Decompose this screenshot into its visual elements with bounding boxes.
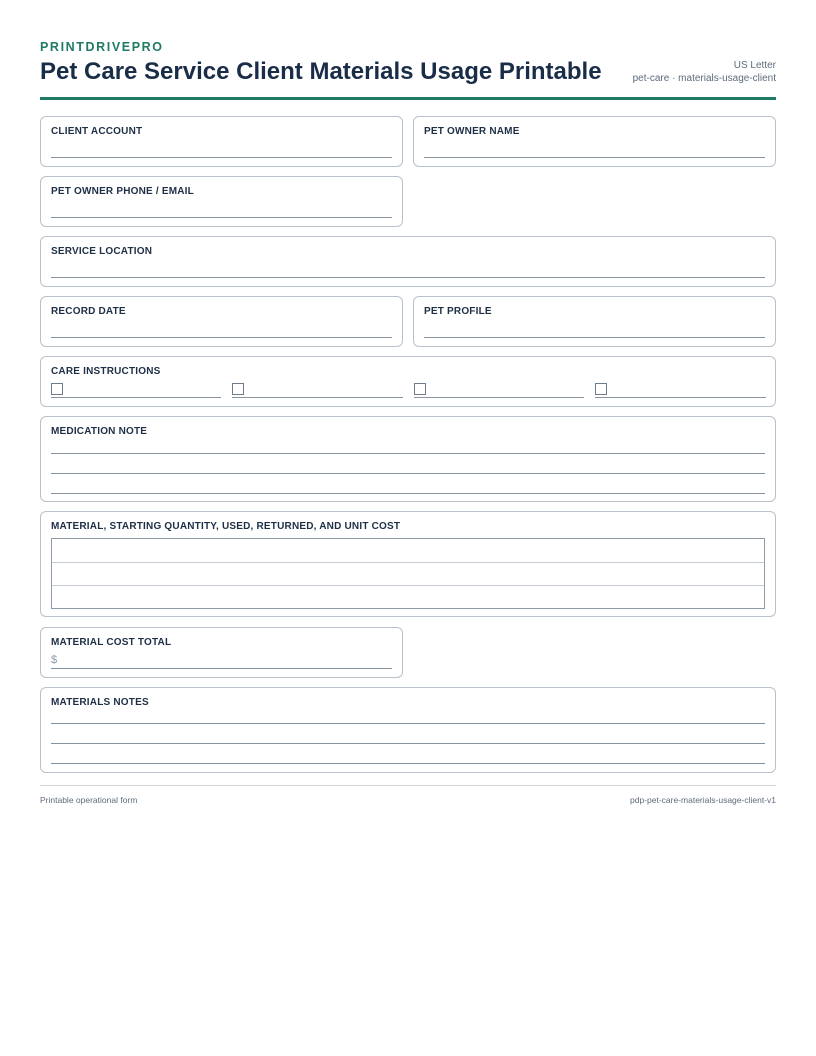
materials-table-section (40, 511, 776, 617)
care-instruction-option-4[interactable] (595, 383, 766, 399)
pet-profile-input-line[interactable] (424, 337, 765, 338)
medication-note-label: MEDICATION NOTE (51, 426, 148, 437)
record-date-field[interactable] (40, 296, 403, 347)
pet-owner-name-label: PET OWNER NAME (424, 126, 520, 137)
medication-note-field[interactable] (40, 416, 776, 502)
pet-owner-contact-field[interactable] (40, 176, 403, 227)
care-instruction-checkbox-2[interactable] (232, 383, 244, 395)
care-instruction-checkbox-4[interactable] (595, 383, 607, 395)
care-instructions-label: CARE INSTRUCTIONS (51, 366, 161, 377)
care-instruction-line-2[interactable] (232, 397, 403, 398)
record-date-label: RECORD DATE (51, 306, 126, 317)
pet-profile-label: PET PROFILE (424, 306, 492, 317)
materials-table-label: MATERIAL, STARTING QUANTITY, USED, RETURNED, AND UNIT COST (51, 521, 401, 532)
page-size-label: US Letter (733, 60, 776, 71)
materials-notes-label: MATERIALS NOTES (51, 697, 149, 708)
service-location-input-line[interactable] (51, 277, 765, 278)
care-instructions-field (40, 356, 776, 407)
care-instruction-line-1[interactable] (51, 397, 221, 398)
care-instruction-option-3[interactable] (414, 383, 584, 399)
service-location-field[interactable] (40, 236, 776, 287)
footer-form-id: pdp-pet-care-materials-usage-client-v1 (630, 795, 776, 805)
service-location-label: SERVICE LOCATION (51, 246, 153, 257)
pet-owner-name-input-line[interactable] (424, 157, 765, 158)
pet-owner-contact-label: PET OWNER PHONE / EMAIL (51, 186, 194, 197)
care-instruction-checkbox-1[interactable] (51, 383, 63, 395)
materials-notes-field[interactable] (40, 687, 776, 773)
medication-note-line-2[interactable] (51, 473, 765, 474)
page-title: Pet Care Service Client Materials Usage Printable (40, 58, 602, 85)
materials-notes-line-2[interactable] (51, 743, 765, 744)
table-row-divider (52, 562, 764, 563)
materials-notes-line-1[interactable] (51, 723, 765, 724)
care-instruction-line-3[interactable] (414, 397, 584, 398)
material-cost-total-input-line[interactable] (51, 668, 392, 669)
materials-notes-line-3[interactable] (51, 763, 765, 764)
material-cost-total-field[interactable] (40, 627, 403, 678)
template-slug: pet-care · materials-usage-client (632, 73, 776, 84)
care-instruction-option-2[interactable] (232, 383, 403, 399)
materials-table (51, 538, 765, 609)
care-instruction-checkbox-3[interactable] (414, 383, 426, 395)
brand-name: PRINTDRIVEPRO (40, 40, 164, 54)
pet-owner-name-field[interactable] (413, 116, 776, 167)
form-page (40, 40, 776, 708)
medication-note-line-3[interactable] (51, 493, 765, 494)
pet-profile-field[interactable] (413, 296, 776, 347)
form-footer (40, 785, 776, 805)
care-instruction-line-4[interactable] (595, 397, 766, 398)
footer-description: Printable operational form (40, 795, 138, 805)
record-date-input-line[interactable] (51, 337, 392, 338)
client-account-field[interactable] (40, 116, 403, 167)
medication-note-line-1[interactable] (51, 453, 765, 454)
table-row-divider (52, 585, 764, 586)
form-meta (633, 59, 776, 85)
client-account-label: CLIENT ACCOUNT (51, 126, 143, 137)
pet-owner-contact-input-line[interactable] (51, 217, 392, 218)
material-cost-total-label: MATERIAL COST TOTAL (51, 637, 172, 648)
care-instruction-option-1[interactable] (51, 383, 221, 399)
currency-symbol: $ (51, 654, 58, 666)
client-account-input-line[interactable] (51, 157, 392, 158)
form-header (40, 40, 776, 100)
